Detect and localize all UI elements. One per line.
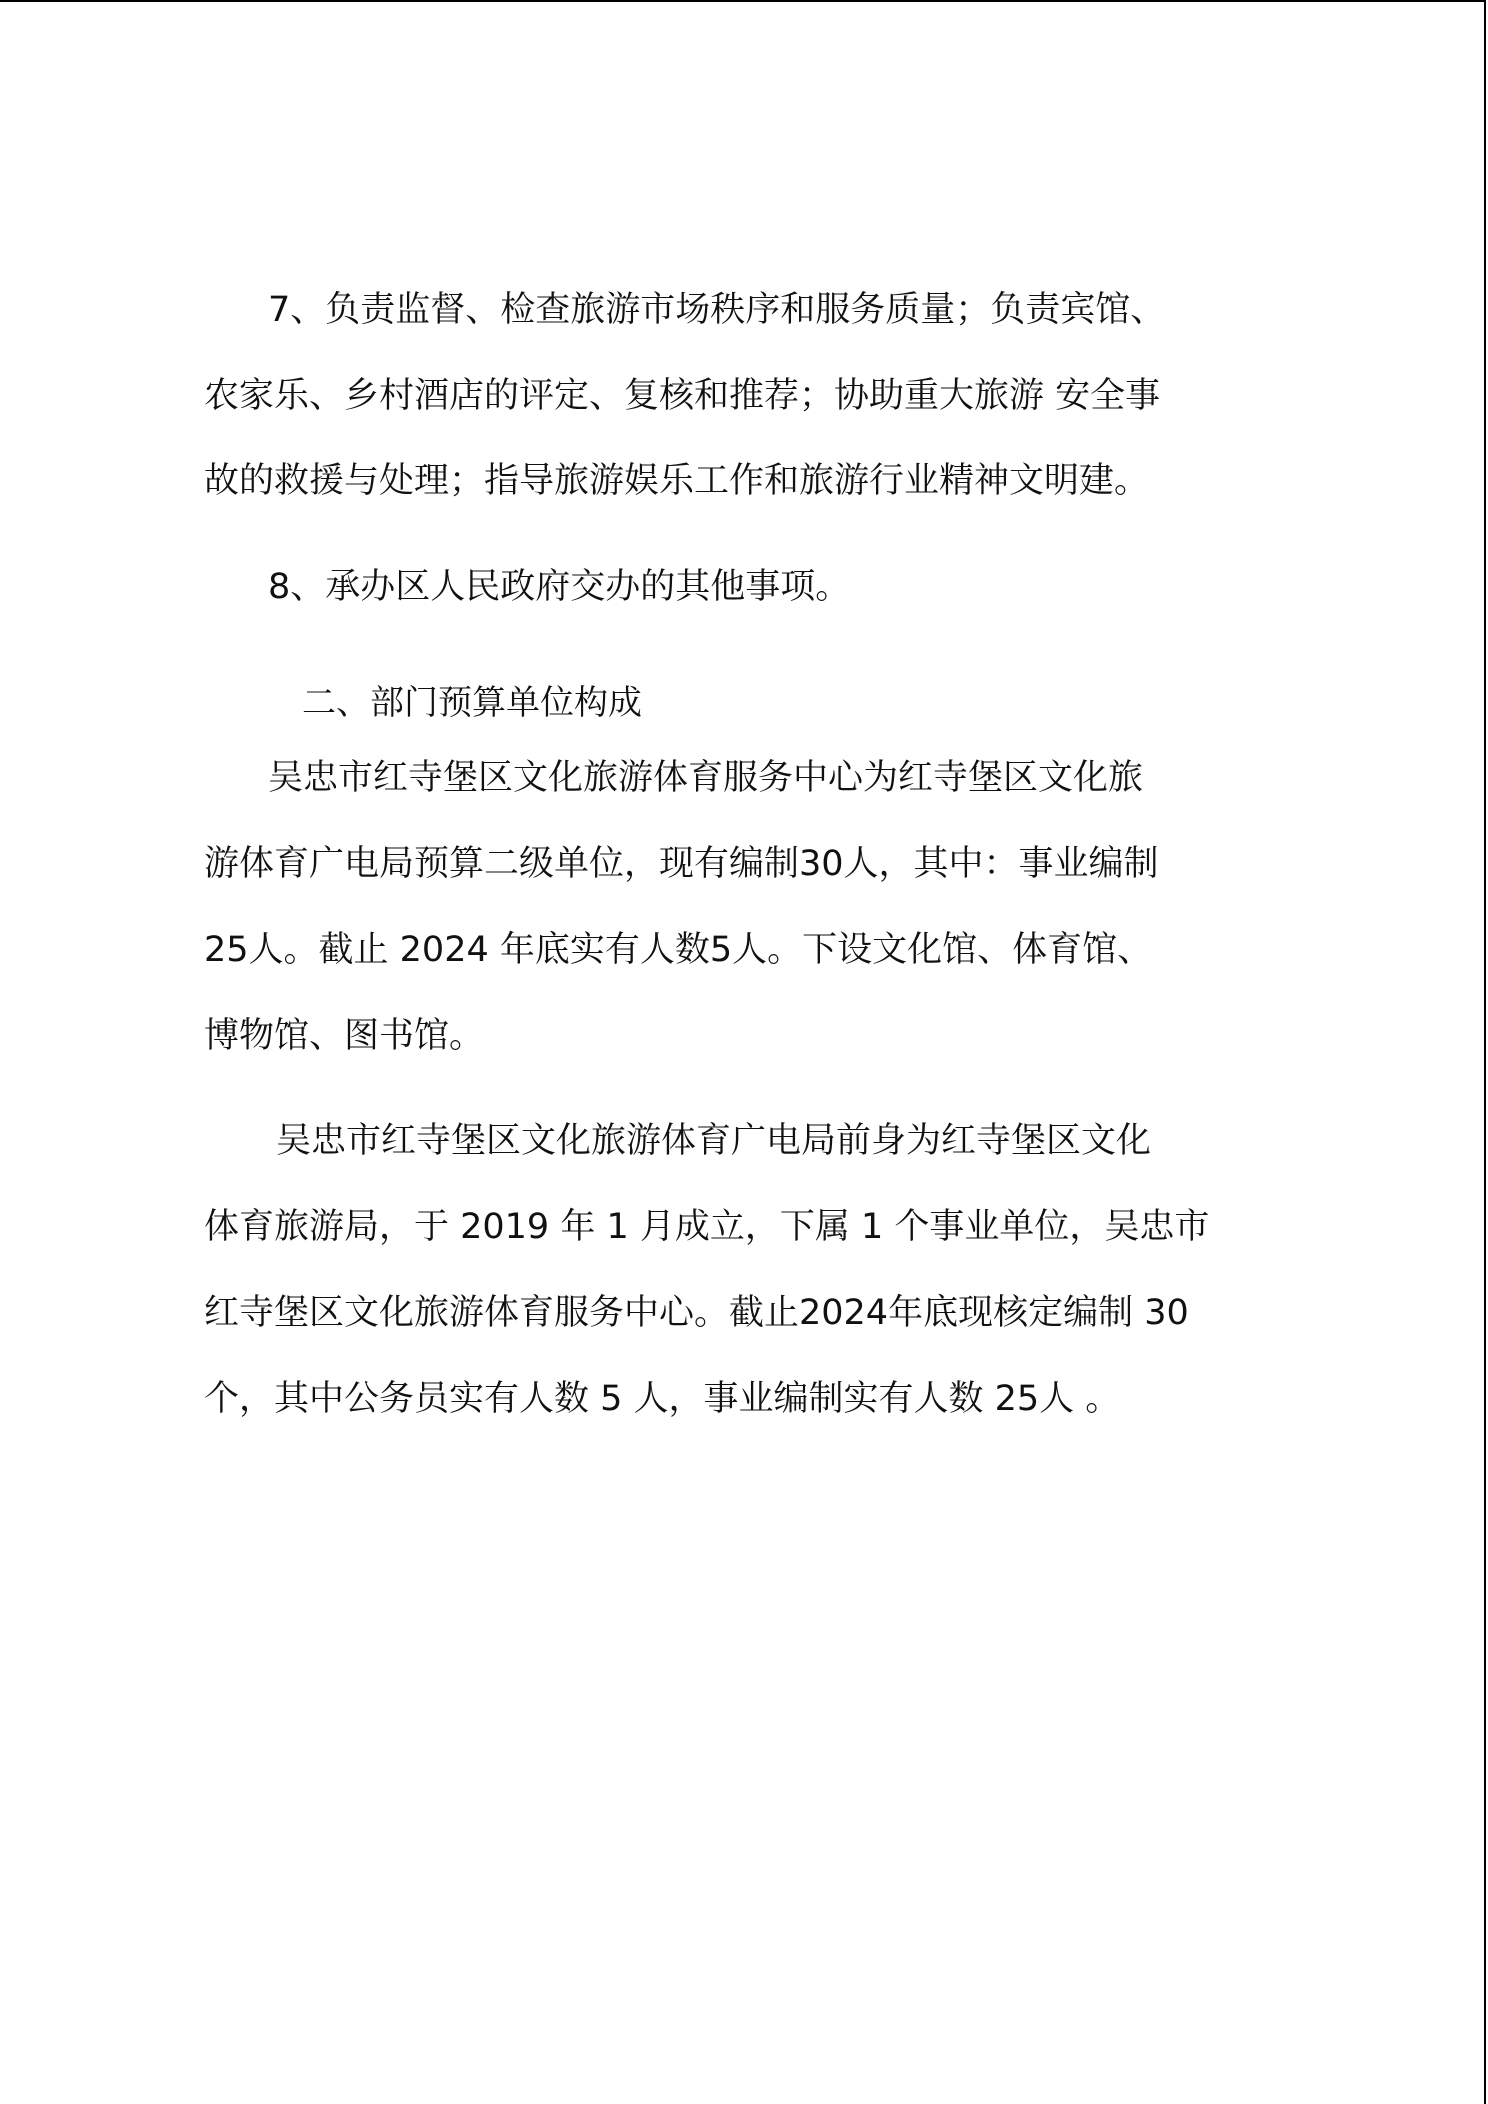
paragraph1-line-2: 游体育广电局预算二级单位，现有编制30人，其中：事业编制 — [204, 844, 1159, 884]
paragraph1-line-1: 吴忠市红寺堡区文化旅游体育服务中心为红寺堡区文化旅 — [268, 758, 1144, 798]
paragraph2-line-1: 吴忠市红寺堡区文化旅游体育广电局前身为红寺堡区文化 — [276, 1121, 1152, 1161]
paragraph2-line-2: 体育旅游局，于 2019 年 1 月成立，下属 1 个事业单位，吴忠市 — [204, 1207, 1210, 1247]
section-heading: 二、部门预算单位构成 — [302, 683, 642, 723]
paragraph2-line-3: 红寺堡区文化旅游体育服务中心。截止2024年底现核定编制 30 — [204, 1293, 1189, 1333]
item7-line-2: 农家乐、乡村酒店的评定、复核和推荐；协助重大旅游 安全事 — [204, 376, 1161, 416]
item8-line-1: 8、承办区人民政府交办的其他事项。 — [268, 567, 851, 607]
item7-line-3: 故的救援与处理；指导旅游娱乐工作和旅游行业精神文明建。 — [204, 461, 1150, 501]
paragraph1-line-3: 25人。截止 2024 年底实有人数5人。下设文化馆、体育馆、 — [204, 930, 1153, 970]
paragraph2-line-4: 个，其中公务员实有人数 5 人，事业编制实有人数 25人 。 — [204, 1379, 1121, 1419]
paragraph1-line-4: 博物馆、图书馆。 — [204, 1016, 485, 1056]
item7-line-1: 7、负责监督、检查旅游市场秩序和服务质量；负责宾馆、 — [268, 290, 1166, 330]
